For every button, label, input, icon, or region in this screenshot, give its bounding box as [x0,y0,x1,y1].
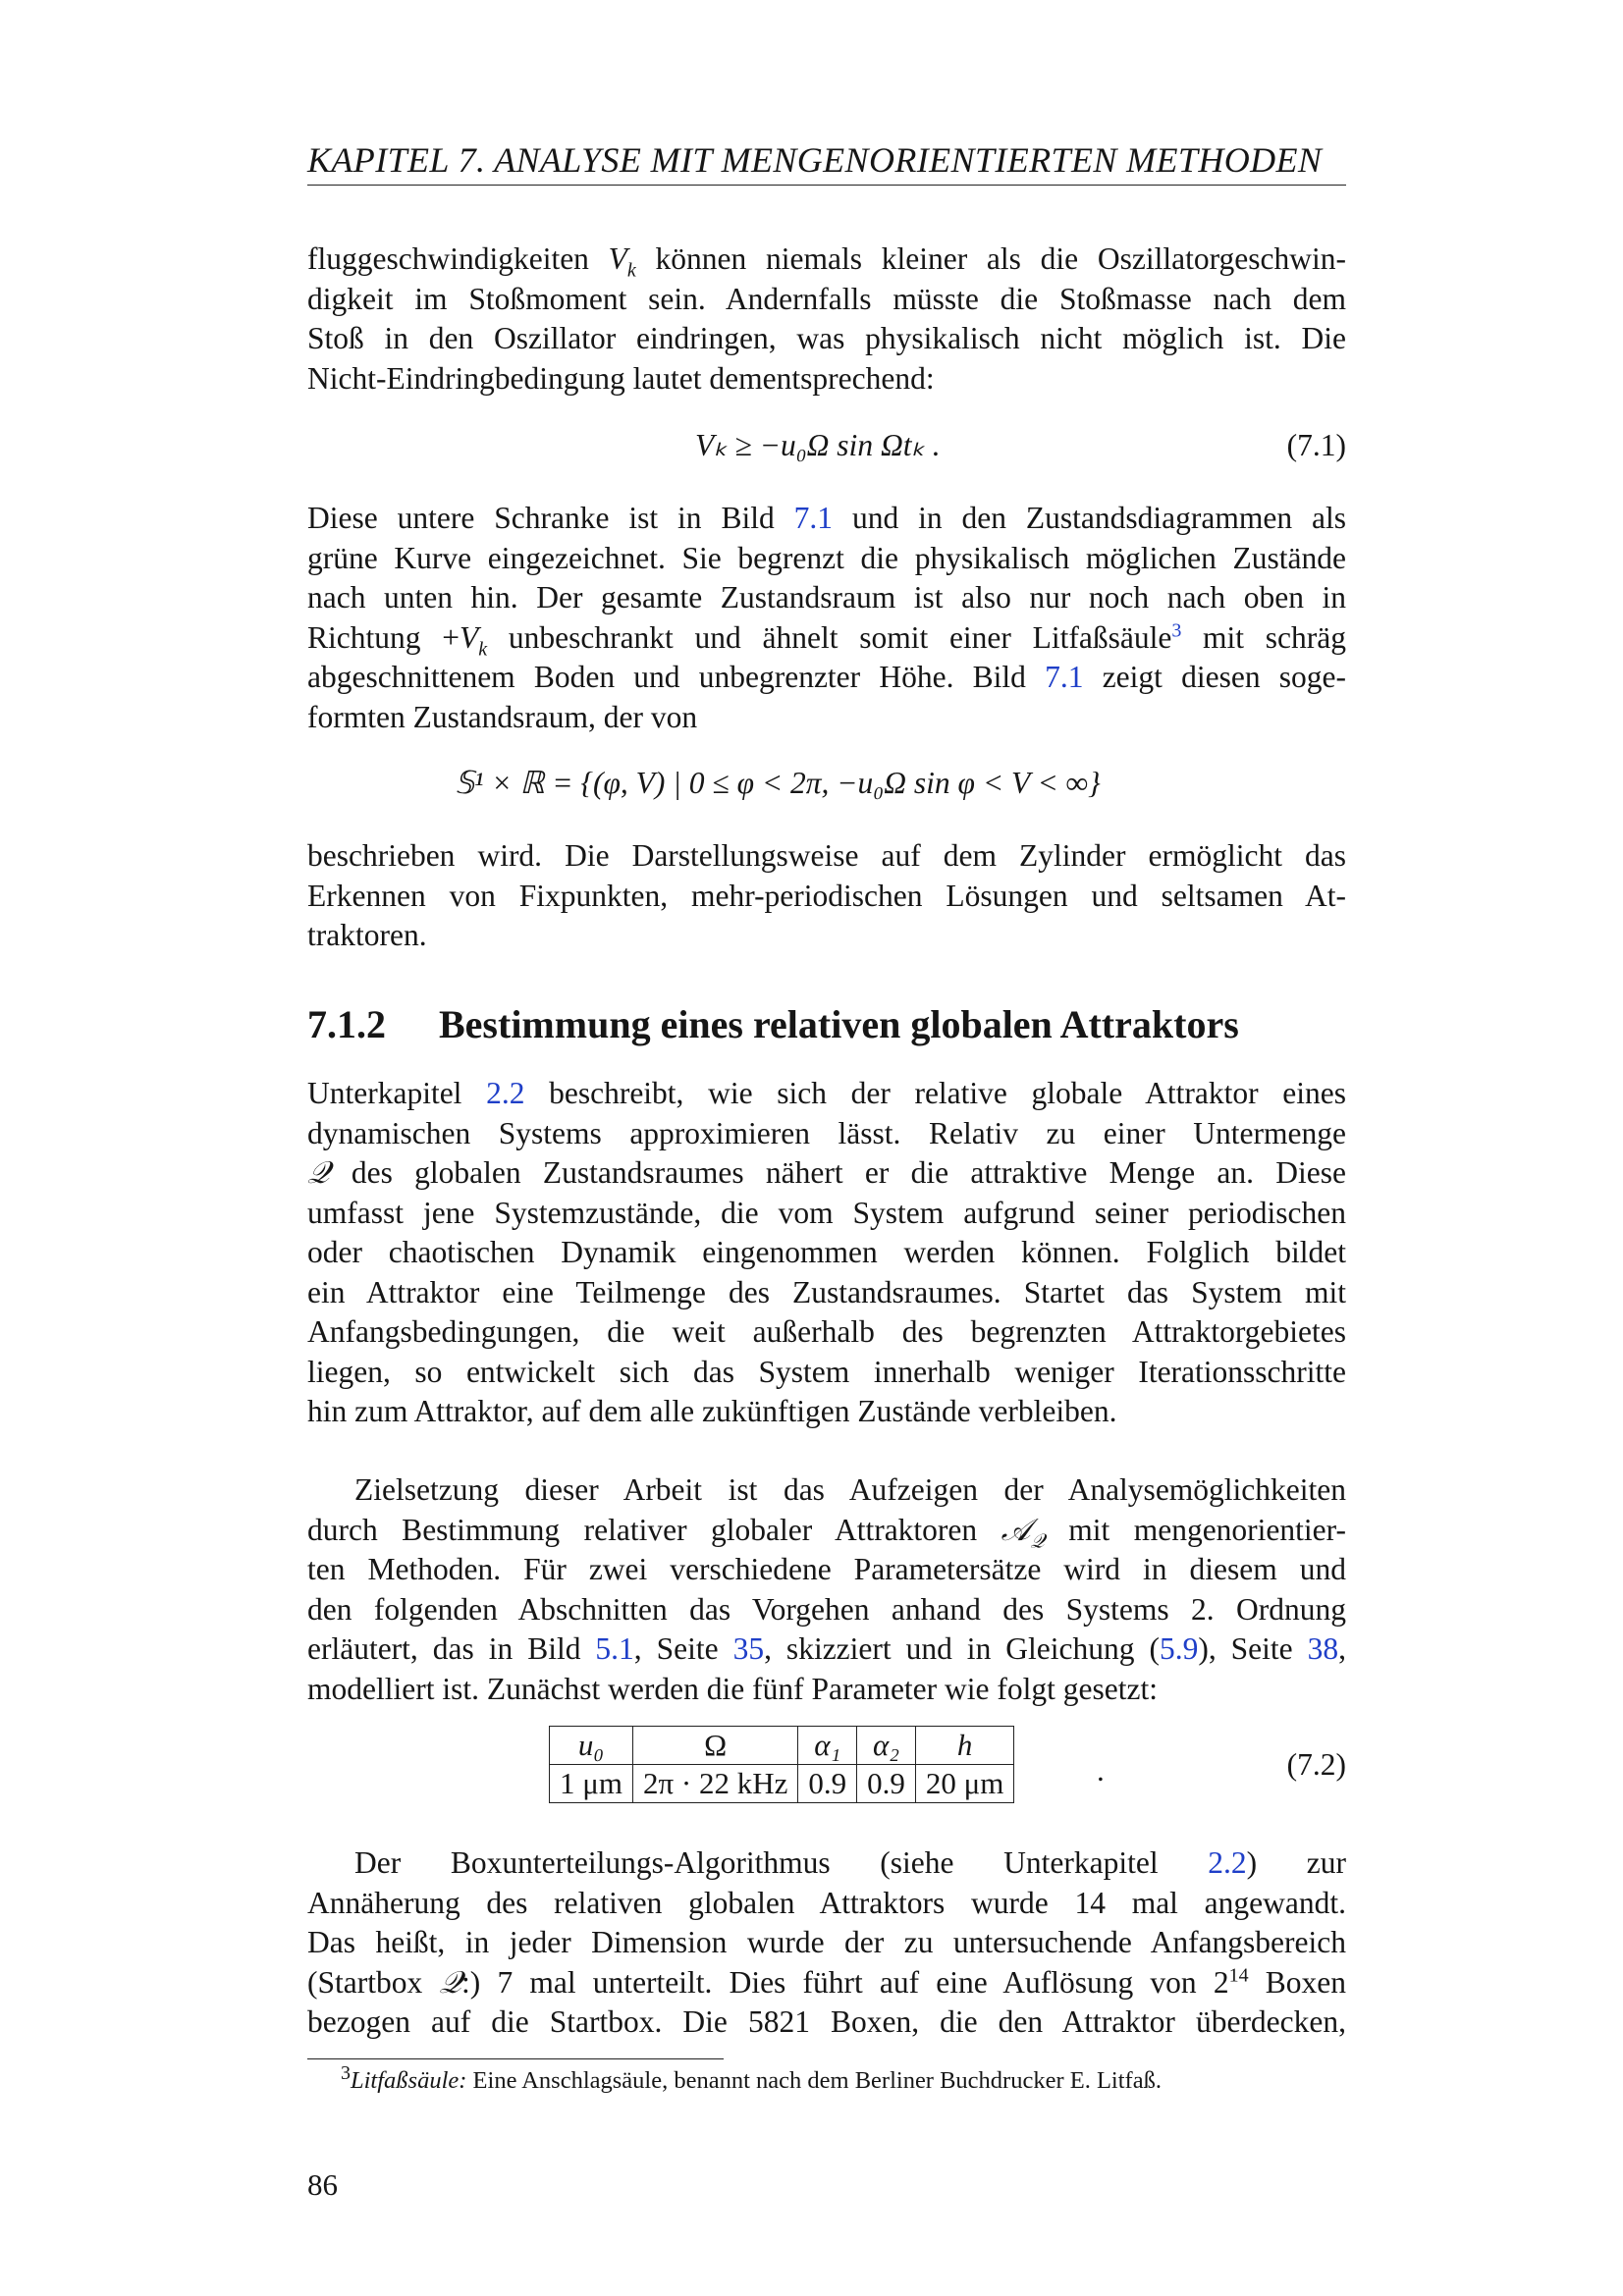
section-title: Bestimmung eines relativen globalen Attraktors [439,1002,1239,1046]
figure-link[interactable]: 7.1 [793,501,834,535]
footnote-term: Litfaßsäule: [351,2067,467,2094]
chapter-link[interactable]: 2.2 [486,1076,525,1110]
equation-expression: 𝕊¹ × ℝ = {(φ, V) | 0 ≤ φ < 2π, −u₀Ω sin φ < V < ∞} [455,766,1101,800]
table-row [550,1765,1014,1803]
table-period: . [1097,1753,1105,1788]
table-header-cell: α₂ [857,1727,916,1765]
paragraph-box-algorithm: Der Boxunterteilungs-Algorithmus (siehe Unterkapitel 2.2) zur Annäherung des relativen globalen Attraktors wurde 14 mal angewandt. Das heißt, in jeder Dimension wurde der zu untersuchende Anfangsbereich (Startbox 𝒬:) 7 mal unterteilt. Dies führt auf eine Auflösung von $2^{14}$ Boxen bezogen auf die Startbox. Die 5821 Boxen, die den Attraktor überdecken, [307,1845,1346,2039]
section-number: 7.1.2 [307,1002,386,1046]
footnote-rule [307,2058,724,2059]
table-cell: 1 μm [550,1765,633,1803]
footnote [341,2061,1162,2095]
page-link[interactable]: 35 [732,1631,765,1666]
parameter-equation-7-2 [307,1726,1346,1804]
paragraph-objective: Zielsetzung dieser Arbeit ist das Aufzeigen der Analysemöglichkeiten durch Bestimmung relativer globaler Attraktoren 𝒜$_𝒬$ mit mengenorientier- ten Methoden. Für zwei verschiedene Parametersätze wird in diesem und den folgenden Abschnitten das Vorgehen anhand des Systems 2. Ordnung erläutert, das in Bild 5.1, Seite 35, skizziert und in Gleichung (5.9), Seite 38, modelliert ist. Zunächst werden die fünf Parameter wie folgt gesetzt: [307,1472,1346,1706]
page-link[interactable]: 38 [1307,1631,1339,1666]
paragraph-intro: fluggeschwindigkeiten $V_k$ können niemals kleiner als die Oszillatorgeschwin- digkeit im Stoßmoment sein. Andernfalls müsste die Stoßmasse nach dem Stoß in den Oszillator eindringen, was physikalisch nicht möglich ist. Die Nicht-Eindringbedingung lautet dementsprechend: [307,241,1346,396]
footnote-text: Eine Anschlagsäule, benannt nach dem Berliner Buchdrucker E. Litfaß. [466,2067,1162,2094]
table-header-cell: α₁ [798,1727,857,1765]
running-header: KAPITEL 7. ANALYSE MIT MENGENORIENTIERTEN METHODEN [307,139,1346,186]
equation-state-space [307,766,1346,809]
figure-link[interactable]: 5.1 [595,1631,634,1666]
table-header-row [550,1727,1014,1765]
footnote-mark: 3 [341,2061,351,2084]
table-cell: 0.9 [798,1765,857,1803]
equation-number: (7.1) [1286,428,1346,462]
table-cell: 2π · 22 kHz [632,1765,797,1803]
equation-link[interactable]: 5.9 [1159,1631,1199,1666]
parameter-table [549,1726,1014,1803]
paragraph-attractor: Unterkapitel 2.2 beschreibt, wie sich der relative globale Attraktor eines dynamischen Systems approximieren lässt. Relativ zu einer Untermenge 𝒬 des globalen Zustandsraumes nähert er die attraktive Menge an. Diese umfasst jene Systemzustände, die vom System aufgrund seiner periodischen oder chaotischen Dynamik eingenommen werden können. Folglich bildet ein Attraktor eine Teilmenge des Zustandsraumes. Startet das System mit Anfangsbedingungen, die weit außerhalb des begrenzten Attraktorgebietes liegen, so entwickelt sich das System innerhalb weniger Iterationsschritte hin zum Attraktor, auf dem alle zukünftigen Zustände verbleiben. [307,1076,1346,1428]
page-number: 86 [307,2167,338,2202]
figure-link[interactable]: 7.1 [1045,660,1084,694]
equation-7-1 [307,428,1346,471]
chapter-link[interactable]: 2.2 [1208,1845,1247,1880]
table-header-cell: u₀ [550,1727,633,1765]
paragraph-lower-bound: Diese untere Schranke ist in Bild 7.1 und in den Zustandsdiagrammen als grüne Kurve eingezeichnet. Sie begrenzt die physikalisch möglichen Zustände nach unten hin. Der gesamte Zustandsraum ist also nur noch nach oben in Richtung $+V_k$ unbeschrankt und ähnelt somit einer Litfaßsäule$^3$ mit schräg abgeschnittenem Boden und unbegrenzter Höhe. Bild 7.1 zeigt diesen soge- formten Zustandsraum, der von [307,501,1347,734]
table-header-cell: Ω [632,1727,797,1765]
section-heading [307,1001,1346,1047]
equation-expression: Vₖ ≥ −u₀Ω sin Ωtₖ . [695,428,941,462]
footnote-link[interactable]: 3 [1171,619,1182,641]
table-header-cell: h [915,1727,1013,1765]
equation-number: (7.2) [1286,1747,1346,1782]
table-cell: 20 μm [915,1765,1013,1803]
table-cell: 0.9 [857,1765,916,1803]
paragraph-cylinder: beschrieben wird. Die Darstellungsweise auf dem Zylinder ermöglicht das Erkennen von Fixpunkten, mehr-periodischen Lösungen und seltsamen At- traktoren. [307,838,1346,952]
